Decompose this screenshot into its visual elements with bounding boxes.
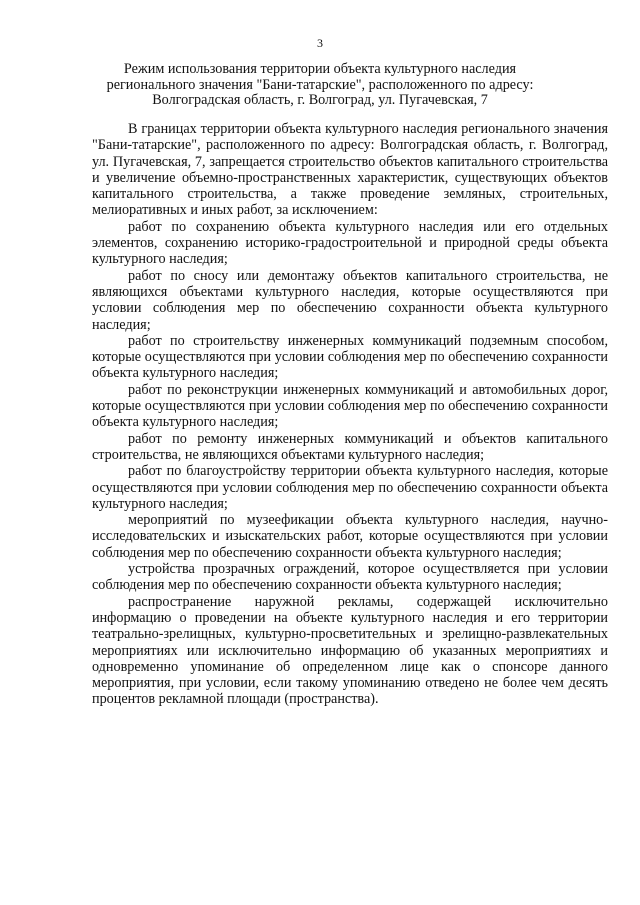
paragraph-item: устройства прозрачных ограждений, которое осуществляется при условии соблюдения мер по обеспечению сохранности объекта культурного наследия; <box>92 561 608 594</box>
title-line-1: Режим использования территории объекта культурного наследия <box>123 61 517 77</box>
title-line-3: Волгоградская область, г. Волгоград, ул. Пугачевская, 7 <box>152 92 488 108</box>
paragraph-item: работ по сносу или демонтажу объектов капитального строительства, не являющихся объектами культурного наследия, которые осуществляются при условии соблюдения мер по обеспечению сохранности объекта культурного наследия; <box>92 267 608 333</box>
page-number: 3 <box>317 36 323 50</box>
title-line-2: регионального значения "Бани-татарские", расположенного по адресу: <box>106 76 534 93</box>
paragraph-item: распространение наружной рекламы, содержащей исключительно информацию о проведении на объекте культурного наследия и его территории театрально-зрелищных, культурно-просветительных и зрелищно-развлекательных мероприятиях или исключительно информацию об указанных мероприятиях и одновременно упоминание об определенном лице как о спонсоре данного мероприятия, при условии, если такому упоминанию отведено не более чем десять процентов рекламной площади (пространства). <box>92 593 608 708</box>
paragraph-item: работ по ремонту инженерных коммуникаций и объектов капитального строительства, не являющихся объектами культурного наследия; <box>92 430 608 463</box>
document-body <box>92 121 608 708</box>
paragraph-intro: В границах территории объекта культурного наследия регионального значения "Бани-татарские", расположенного по адресу: Волгоградская область, г. Волгоград, ул. Пугачевская, 7, запрещается строительство объектов капитального строительства и увеличение объемно-пространственных характеристик, существующих объектов капитального строительства, а также проведение земляных, строительных, мелиоративных и иных работ, за исключением: <box>92 121 608 219</box>
document-title <box>92 62 548 109</box>
paragraph-item: работ по реконструкции инженерных коммуникаций и автомобильных дорог, которые осуществляются при условии соблюдения мер по обеспечению сохранности объекта культурного наследия; <box>92 381 608 431</box>
paragraph-item: работ по благоустройству территории объекта культурного наследия, которые осуществляются при условии соблюдения мер по обеспечению сохранности объекта культурного наследия; <box>92 463 608 512</box>
paragraph-item: работ по строительству инженерных коммуникаций подземным способом, которые осуществляются при условии соблюдения мер по обеспечению сохранности объекта культурного наследия; <box>92 332 608 382</box>
paragraph-item: работ по сохранению объекта культурного наследия или его отдельных элементов, сохранению историко-градостроительной и природной среды объекта культурного наследия; <box>92 218 608 268</box>
paragraph-item: мероприятий по музеефикации объекта культурного наследия, научно-исследовательских и изыскательских работ, которые осуществляются при условии соблюдения мер по обеспечению сохранности объекта культурного наследия; <box>92 512 608 561</box>
